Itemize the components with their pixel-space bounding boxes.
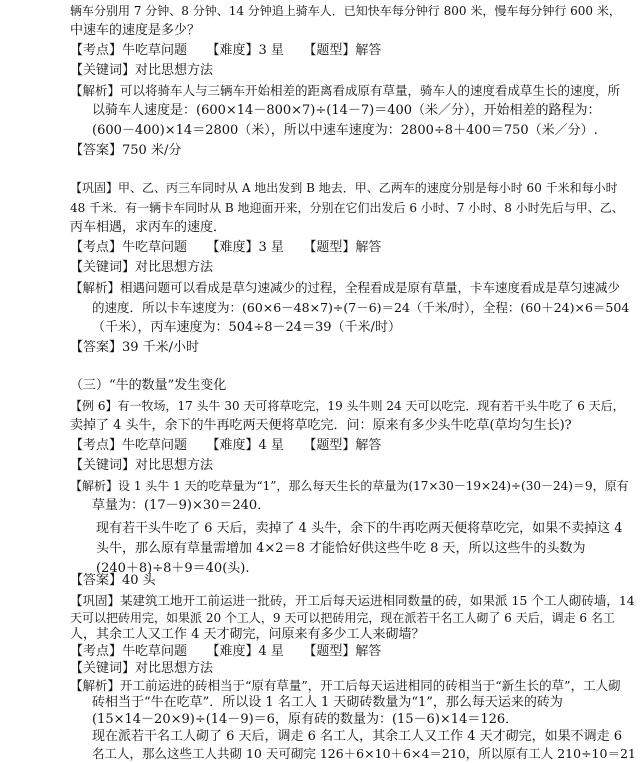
analysis-line: 的速度．所以卡车速度为：(60×6－48×7)÷(7－6)＝24（千米/时），全程：(60＋24)×6＝504: [92, 300, 630, 315]
problem-text-line: 卖掉了 4 头牛，余下的牛再吃两天便将草吃完．问：原来有多少头牛吃草(草均匀生长)?: [70, 418, 572, 433]
analysis-line: 现在派若干名工人砌了 6 天后，调走 6 名工人，其余工人又工作 4 天才砌完，如果不调走 6: [92, 729, 623, 744]
analysis-line: 头牛，那么原有草量需增加 4×2＝8 才能恰好供这些牛吃 8 天，所以这些牛的头数为: [96, 541, 586, 556]
keyword-line: 【关键词】对比思想方法: [70, 458, 214, 473]
answer-line: 【答案】39 千米/小时: [70, 340, 200, 355]
analysis-line: 【解析】设 1 头牛 1 天的吃草量为“1”，那么每天生长的草量为(17×30－19×24)÷(30－24)＝9，原有: [70, 479, 629, 493]
meta-line: 【考点】牛吃草问题 【难度】4 星 【题型】解答: [70, 438, 382, 453]
problem-text-line: 中速车的速度是多少？: [70, 23, 201, 38]
problem-text-line: 人，其余工人又工作 4 天才砌完，问原来有多少工人来砌墙？: [70, 627, 425, 642]
problem-text-line: 辆车分别用 7 分钟、8 分钟、14 分钟追上骑车人．已知快车每分钟行 800 米，慢车每分钟行 600 米，: [70, 4, 621, 18]
keyword-line: 【关键词】对比思想方法: [70, 260, 214, 275]
keyword-line: 【关键词】对比思想方法: [70, 63, 214, 78]
analysis-line: 现有若干头牛吃了 6 天后，卖掉了 4 头牛，余下的牛再吃两天便将草吃完，如果不卖掉这 4: [96, 521, 623, 536]
problem-text-line: 天可以把砖用完，如果派 20 个工人，9 天可以把砖用完，现在派若干名工人砌了 6 天后，调走 6 名工: [70, 611, 615, 625]
problem-text-line: 【巩固】甲、乙、丙三车同时从 A 地出发到 B 地去．甲、乙两车的速度分别是每小时 60 千米和每小时: [70, 181, 618, 195]
meta-line: 【考点】牛吃草问题 【难度】3 星 【题型】解答: [70, 43, 382, 58]
analysis-line: （千米），丙车速度为：504÷8－24＝39（千米/时）: [92, 320, 401, 335]
analysis-line: 以骑车人速度是：(600×14－800×7)÷(14－7)＝400（米／分），开始相差的路程为：: [92, 103, 601, 118]
answer-line: 【答案】750 米/分: [70, 143, 182, 158]
meta-line: 【考点】牛吃草问题 【难度】4 星 【题型】解答: [70, 644, 382, 659]
analysis-line: (15×14－20×9)÷(14－9)＝6，原有砖的数量为：(15－6)×14＝126．: [92, 712, 519, 727]
answer-line: 【答案】40 头: [70, 573, 156, 588]
problem-text-line: 【例 6】有一牧场，17 头牛 30 天可将草吃完，19 头牛则 24 天可以吃完．现有若干头牛吃了 6 天后，: [70, 399, 625, 413]
section-heading: （三）“牛的数量”发生变化: [70, 378, 227, 393]
analysis-line: (600－400)×14＝2800（米），所以中速车速度为：2800÷8＋400＝750（米／分）.: [92, 123, 598, 138]
analysis-line: 名工人，那么这些工人共砌 10 天可砌完 126＋6×10＋6×4＝210，所以原有工人 210÷10＝21: [92, 746, 636, 761]
analysis-line: 【解析】相遇问题可以看成是草匀速减少的过程，全程看成是原有草量，卡车速度看成是草匀速减少: [70, 280, 621, 295]
analysis-line: (240＋8)÷8＋9＝40(头).: [96, 561, 250, 576]
analysis-line: 砖相当于“牛在吃草”．所以设 1 名工人 1 天砌砖数量为“1”，那么每天运来的砖为: [92, 695, 563, 710]
analysis-line: 【解析】开工前运进的砖相当于“原有草量”，开工后每天运进相同的砖相当于“新生长的草”，工人砌: [70, 678, 621, 693]
keyword-line: 【关键词】对比思想方法: [70, 661, 214, 676]
problem-text-line: 48 千米．有一辆卡车同时从 B 地迎面开来，分别在它们出发后 6 小时、7 小时、8 小时先后与甲、乙、: [70, 201, 624, 215]
analysis-line: 【解析】可以将骑车人与三辆车开始相差的距离看成原有草量，骑车人的速度看成草生长的速度，所: [70, 83, 621, 98]
analysis-line: 草量为：(17－9)×30＝240．: [92, 498, 271, 513]
problem-text-line: 丙车相遇，求丙车的速度．: [70, 220, 227, 235]
meta-line: 【考点】牛吃草问题 【难度】3 星 【题型】解答: [70, 240, 382, 255]
problem-text-line: 【巩固】某建筑工地开工前运进一批砖，开工后每天运进相同数量的砖，如果派 15 个工人砌砖墙，14: [70, 593, 635, 608]
